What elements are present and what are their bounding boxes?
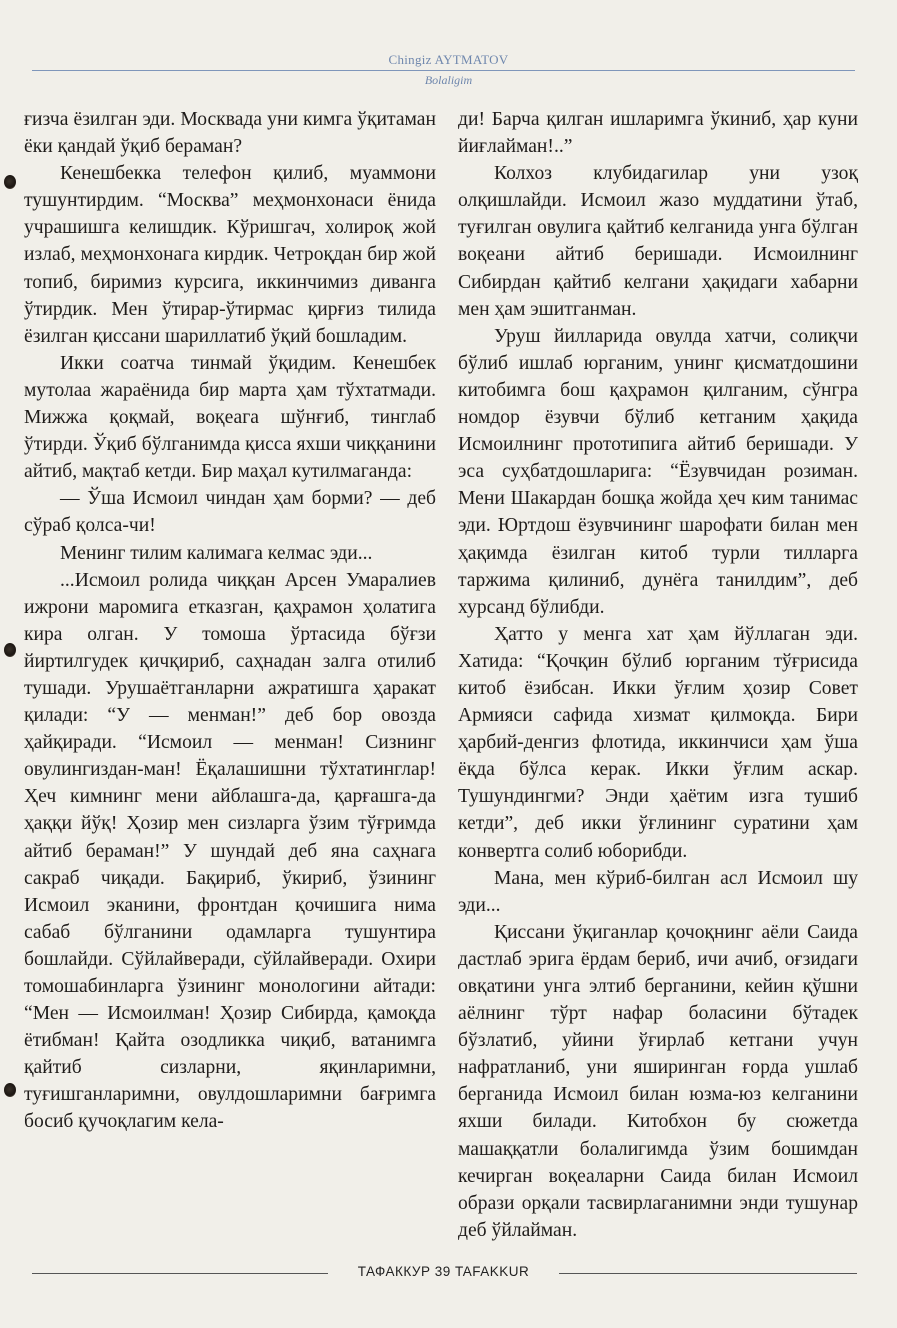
header-subtitle: Bolaligim [424, 73, 473, 87]
right-column [458, 106, 858, 1244]
paragraph: Колхоз клубидагилар уни узоқ олқишлайди. Исмоил жазо муддатини ўтаб, туғилган овулига қайтиб келганида унга бўлган воқеани айтиб беришади. Исмоилнинг Сибирдан қайтиб келгани ҳақидаги хабарни мен ҳам эшитганман. [458, 163, 858, 320]
header-author: Chingiz AYTMATOV [388, 52, 509, 67]
binding-hole [4, 175, 16, 189]
footer-rule-left [32, 1273, 328, 1274]
paragraph: Уруш йилларида овулда хатчи, солиқчи бўлиб ишлаб юрганим, унинг қисматдошини китобимга бош қаҳрамон қилганим, сўнгра номдор ёзувчи бўлиб кетганим ҳақида Исмоилнинг прототипига айтиб беришади. У эса суҳбатдошларига: “Ёзувчидан розиман. Мени Шакардан бошқа жойда ҳеч ким танимас эди. Юртдош ёзувчининг шарофати билан мен ҳақимда ёзилган китоб турли тилларга таржима қилиниб, дунёга танилдим”, деб хурсанд бўлибди. [458, 325, 858, 618]
paragraph: — Ўша Исмоил чиндан ҳам борми? — деб сўраб қолса-чи! [24, 488, 436, 537]
footer-rule-right [559, 1273, 857, 1274]
binding-hole [4, 1083, 16, 1097]
page-footer [32, 1262, 857, 1286]
paragraph: Менинг тилим калимага келмас эди... [60, 542, 373, 564]
paragraph: Ҳатто у менга хат ҳам йўллаган эди. Хатида: “Қочқин бўлиб юрганим тўғрисида китоб ёзибсан. Икки ўғлим ҳозир Совет Армияси сафида хизмат қилмоқда. Бири ҳарбий-денгиз флотида, иккинчиси ҳам ўша ёқда бўлса керак. Икки ўғлим аскар. Тушундингми? Энди ҳаётим изга тушиб кетди”, деб икки ўғлининг суратини ҳам конвертга солиб юборибди. [458, 623, 858, 862]
paragraph: Қиссани ўқиганлар қочоқнинг аёли Саида дастлаб эрига ёрдам бериб, ичи ачиб, оғзидаги овқатини унга элтиб берганини, кейин қўшни аёлнинг тўрт нафар боласини бўтадек бўзлатиб, уйини ўғирлаб кетгани учун нафратланиб, уни яширинган ғорда ушлаб берганида Исмоил билан юзма-юз келганини яхши билади. Китобхон бу сюжетда машаққатли болалигимда ўзим бошимдан кечирган воқеаларни Саида билан Исмоил образи орқали тасвирлаганимни энди тушунар деб ўйлайман. [458, 921, 858, 1241]
paragraph: ди! Барча қилган ишларимга ўкиниб, ҳар куни йиғлайман!..” [458, 109, 858, 158]
paragraph: Мана, мен кўриб-билган асл Исмоил шу эди... [458, 867, 858, 916]
left-column [24, 106, 436, 1136]
paragraph: Кенешбекка телефон қилиб, муаммони тушунтирдим. “Москва” меҳмонхонаси ёнида учрашишга келишдик. Кўришгач, холироқ жой излаб, меҳмонхонага кирдик. Четроқдан бир жой топиб, биримиз курсига, иккинчимиз диванга ўтирдик. Мен ўтирар-ўтирмас қирғиз тилида ёзилган қиссани шариллатиб ўқий бошладим. [24, 163, 436, 347]
paragraph: ...Исмоил ролида чиққан Арсен Умаралиев ижрони маромига етказган, қаҳрамон ҳолатига кира олган. У томоша ўртасида бўғзи йиртилгудек қичқириб, саҳнадан залга отилиб тушади. Урушаётганларни ажратишга ҳаракат қилади: “У — менман!” деб бор овозда ҳайқиради. “Исмоил — менман! Сизнинг овулингиздан-ман! Ёқалашишни тўхтатинглар! Ҳеч кимнинг мени айблашга-да, қарғашга-да ҳаққи йўқ! Ҳозир мен сизларга ўзим тўғримда айтиб бераман!” У шундай деб яна саҳнага сакраб чиқади. Бақириб, ўкириб, ўзининг Исмоил эканини, фронтдан қочишига нима сабаб бўлганини одамларга тушунтира бошлайди. Сўйлайверади, сўйлайверади. Охири томошабинларга ўзининг монологини айтади: “Мен — Исмоилман! Ҳозир Сибирда, қамоқда ётибман! Қайта озодликка чиқиб, ватанимга қайтиб сизларни, яқинларимни, туғишганларимни, овулдошларимни бағримга босиб қучоқлагим кела- [24, 569, 436, 1133]
footer-page-label: ТАФАККУР 39 TAFAKKUR [357, 1264, 530, 1279]
binding-hole [4, 643, 16, 657]
running-header [0, 52, 897, 87]
paragraph: Икки соатча тинмай ўқидим. Кенешбек мутолаа жараёнида бир марта ҳам тўхтатмади. Мижжа қоқмай, воқеага шўнғиб, тинглаб ўтирди. Ўқиб бўлганимда қисса яхши чиққанини айтиб, мақтаб кетди. Бир маҳал кутилмаганда: [24, 352, 436, 483]
paragraph: ғизча ёзилган эди. Москвада уни кимга ўқитаман ёки қандай ўқиб бераман? [24, 109, 436, 158]
header-rule [32, 70, 855, 71]
